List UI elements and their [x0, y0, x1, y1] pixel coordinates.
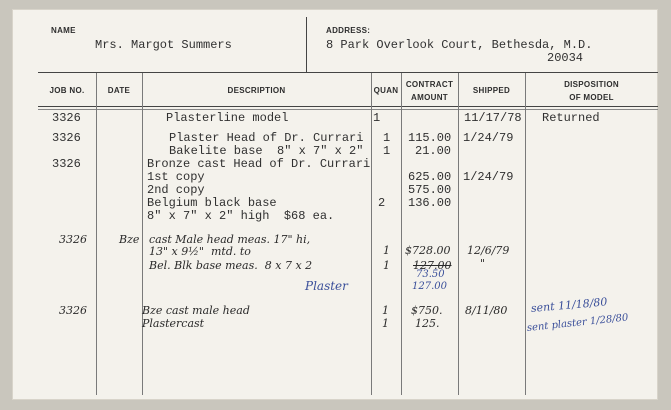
col-divider-amount — [458, 73, 459, 395]
hw-row3-shipped-ditto: " — [480, 257, 486, 270]
hw-row5-amount: 127.00 — [412, 281, 447, 292]
row2-shipped: 1/24/79 — [463, 131, 514, 145]
row7-desc: Belgium black base — [147, 196, 277, 210]
col-header-date: DATE — [107, 86, 131, 95]
row2-amount: 115.00 — [408, 131, 452, 145]
row1-quan: 1 — [373, 111, 381, 125]
row3-quan: 1 — [383, 144, 391, 158]
col-divider-date — [142, 73, 143, 395]
hw-row7-disposition: sent plaster 1/28/80 — [526, 312, 629, 334]
row5-shipped: 1/24/79 — [463, 170, 514, 184]
col-header-contract-amount — [401, 78, 458, 104]
address-line2: 20034 — [547, 51, 584, 65]
row1-shipped: 11/17/78 — [464, 111, 522, 125]
hw-row2-desc: 13" x 9½" mtd. to — [149, 245, 251, 258]
disposition-label-line2: OF MODEL — [569, 93, 614, 102]
contract-label-line1: CONTRACT — [405, 80, 454, 89]
row5-amount: 625.00 — [408, 170, 452, 184]
row1-desc: Plasterline model — [166, 111, 289, 125]
name-label: NAME — [51, 26, 76, 35]
hw-row6-quan: 1 — [382, 304, 389, 317]
col-divider-quan — [401, 73, 402, 395]
hw-row7-quan: 1 — [382, 317, 389, 330]
col-divider-description — [371, 73, 372, 395]
hw-plaster-note: Plaster — [305, 279, 348, 293]
row1-job: 3326 — [52, 111, 81, 125]
row1-disposition: Returned — [542, 111, 600, 125]
hw-row1-desc: cast Male head meas. 17" hi, — [149, 233, 311, 246]
row4-job: 3326 — [52, 157, 81, 171]
hw-row1-shipped: 12/6/79 — [467, 244, 510, 257]
disposition-label-line1: DISPOSITION — [564, 80, 619, 89]
row4-desc: Bronze cast Head of Dr. Currari — [147, 157, 371, 171]
hw-row6-job: 3326 — [59, 304, 87, 317]
col-header-job-no: JOB NO. — [49, 86, 85, 95]
row2-quan: 1 — [383, 131, 391, 145]
row6-amount: 575.00 — [408, 183, 452, 197]
hw-row4-amount: 73.50 — [416, 269, 445, 280]
col-divider-job — [96, 73, 97, 395]
address-label: ADDRESS: — [326, 26, 371, 35]
header-bottom-rule — [38, 106, 658, 107]
contract-label-line2: AMOUNT — [411, 93, 448, 102]
row3-desc: Bakelite base 8" x 7" x 2" — [169, 144, 364, 158]
hw-row1-amount: $728.00 — [405, 244, 451, 257]
index-card — [12, 9, 658, 400]
col-header-quan: QUAN — [373, 86, 399, 95]
hw-row7-amount: 125. — [415, 317, 440, 330]
hw-row6-disposition: sent 11/18/80 — [530, 295, 608, 315]
hw-row1-job: 3326 — [59, 233, 87, 246]
col-header-shipped: SHIPPED — [472, 86, 511, 95]
header-divider — [306, 17, 307, 73]
row2-job: 3326 — [52, 131, 81, 145]
hw-row3-amount-struck: 127.00 — [413, 259, 452, 272]
row6-desc: 2nd copy — [147, 183, 205, 197]
address-line1: 8 Park Overlook Court, Bethesda, M.D. — [326, 38, 593, 52]
hw-row6-desc: Bze cast male head — [142, 304, 250, 317]
hw-row7-desc: Plastercast — [142, 317, 205, 330]
col-header-disposition — [525, 78, 658, 104]
name-value: Mrs. Margot Summers — [95, 38, 232, 52]
hw-row6-amount: $750. — [411, 304, 443, 317]
row8-desc: 8" x 7" x 2" high $68 ea. — [147, 209, 335, 223]
col-divider-shipped — [525, 73, 526, 395]
col-header-description: DESCRIPTION — [227, 86, 286, 95]
hw-row1-quan: 1 — [383, 244, 390, 257]
hw-row3-desc: Bel. Blk base meas. 8 x 7 x 2 — [149, 259, 313, 272]
row3-amount: 21.00 — [415, 144, 452, 158]
table-top-rule — [38, 72, 658, 73]
row7-quan: 2 — [378, 196, 386, 210]
row7-amount: 136.00 — [408, 196, 452, 210]
hw-row1-prefix: Bze — [119, 233, 140, 246]
hw-row6-shipped: 8/11/80 — [465, 304, 508, 317]
row2-desc: Plaster Head of Dr. Currari — [169, 131, 364, 145]
hw-row3-quan: 1 — [383, 259, 390, 272]
header-bottom-rule-2 — [38, 109, 658, 110]
row5-desc: 1st copy — [147, 170, 205, 184]
